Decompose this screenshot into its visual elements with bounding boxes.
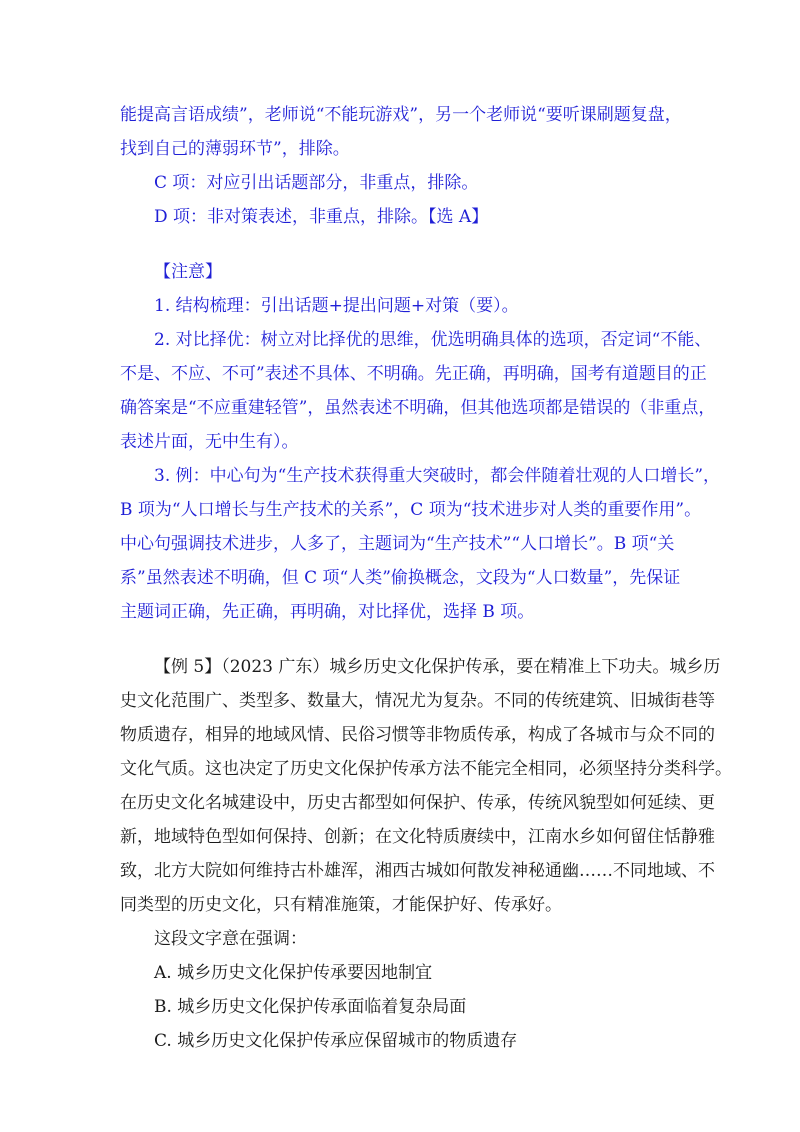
note-item-2-line: 确答案是“不应重建轻管”，虽然表述不明确，但其他选项都是错误的（非重点，: [120, 398, 716, 418]
option-b: B. 城乡历史文化保护传承面临着复杂局面: [154, 997, 467, 1017]
passage-line: 文化气质。这也决定了历史文化保护传承方法不能完全相同，必须坚持分类科学。: [120, 759, 732, 779]
question-stem: 这段文字意在强调：: [154, 929, 307, 949]
option-a: A. 城乡历史文化保护传承要因地制宜: [154, 963, 433, 983]
passage-line: 同类型的历史文化，只有精准施策，才能保护好、传承好。: [120, 895, 562, 915]
note-item-2-line: 表述片面，无中生有）。: [120, 432, 299, 452]
explanation-line: 能提高言语成绩”，老师说“不能玩游戏”，另一个老师说“要听课刷题复盘，: [120, 105, 682, 125]
example-5-heading: 【例 5】（2023 广东）城乡历史文化保护传承，要在精准上下功夫。城乡历: [154, 657, 721, 677]
note-item-3-line: 主题词正确，先正确，再明确，对比择优，选择 B 项。: [120, 602, 535, 622]
passage-line: 史文化范围广、类型多、数量大，情况尤为复杂。不同的传统建筑、旧城街巷等: [120, 691, 715, 711]
explanation-line: 找到自己的薄弱环节”，排除。: [120, 139, 350, 159]
passage-line: 物质遗存，相异的地域风情、民俗习惯等非物质传承，构成了各城市与众不同的: [120, 725, 715, 745]
note-item-3-line: 系”虽然表述不明确，但 C 项“人类”偷换概念，文段为“人口数量”，先保证: [120, 568, 681, 588]
option-d-analysis: D 项：非对策表述，非重点，排除。【选 A】: [154, 207, 489, 227]
passage-line: 新，地域特色型如何保持、创新；在文化特质赓续中，江南水乡如何留住恬静雅: [120, 827, 715, 847]
option-c-analysis: C 项：对应引出话题部分，非重点，排除。: [154, 173, 479, 193]
passage-line: 致，北方大院如何维持古朴雄浑，湘西古城如何散发神秘通幽……不同地域、不: [120, 861, 715, 881]
note-item-2: 2. 对比择优：树立对比择优的思维，优选明确具体的选项，否定词“不能、: [154, 330, 712, 350]
note-item-3-line: 中心句强调技术进步，人多了，主题词为“生产技术”“人口增长”。B 项“关: [120, 534, 675, 554]
note-item-2-line: 不是、不应、不可”表述不具体、不明确。先正确，再明确，国考有道题目的正: [120, 364, 707, 384]
option-c: C. 城乡历史文化保护传承应保留城市的物质遗存: [154, 1031, 518, 1051]
note-item-3-line: B 项为“人口增长与生产技术的关系”，C 项为“技术进步对人类的重要作用”。: [120, 500, 702, 520]
note-item-3: 3. 例：中心句为“生产技术获得重大突破时，都会伴随着壮观的人口增长”，: [154, 466, 721, 486]
note-heading: 【注意】: [154, 262, 222, 282]
note-item-1: 1. 结构梳理：引出话题+提出问题+对策（要）。: [154, 296, 519, 316]
passage-line: 在历史文化名城建设中，历史古都型如何保护、传承，传统风貌型如何延续、更: [120, 793, 715, 813]
